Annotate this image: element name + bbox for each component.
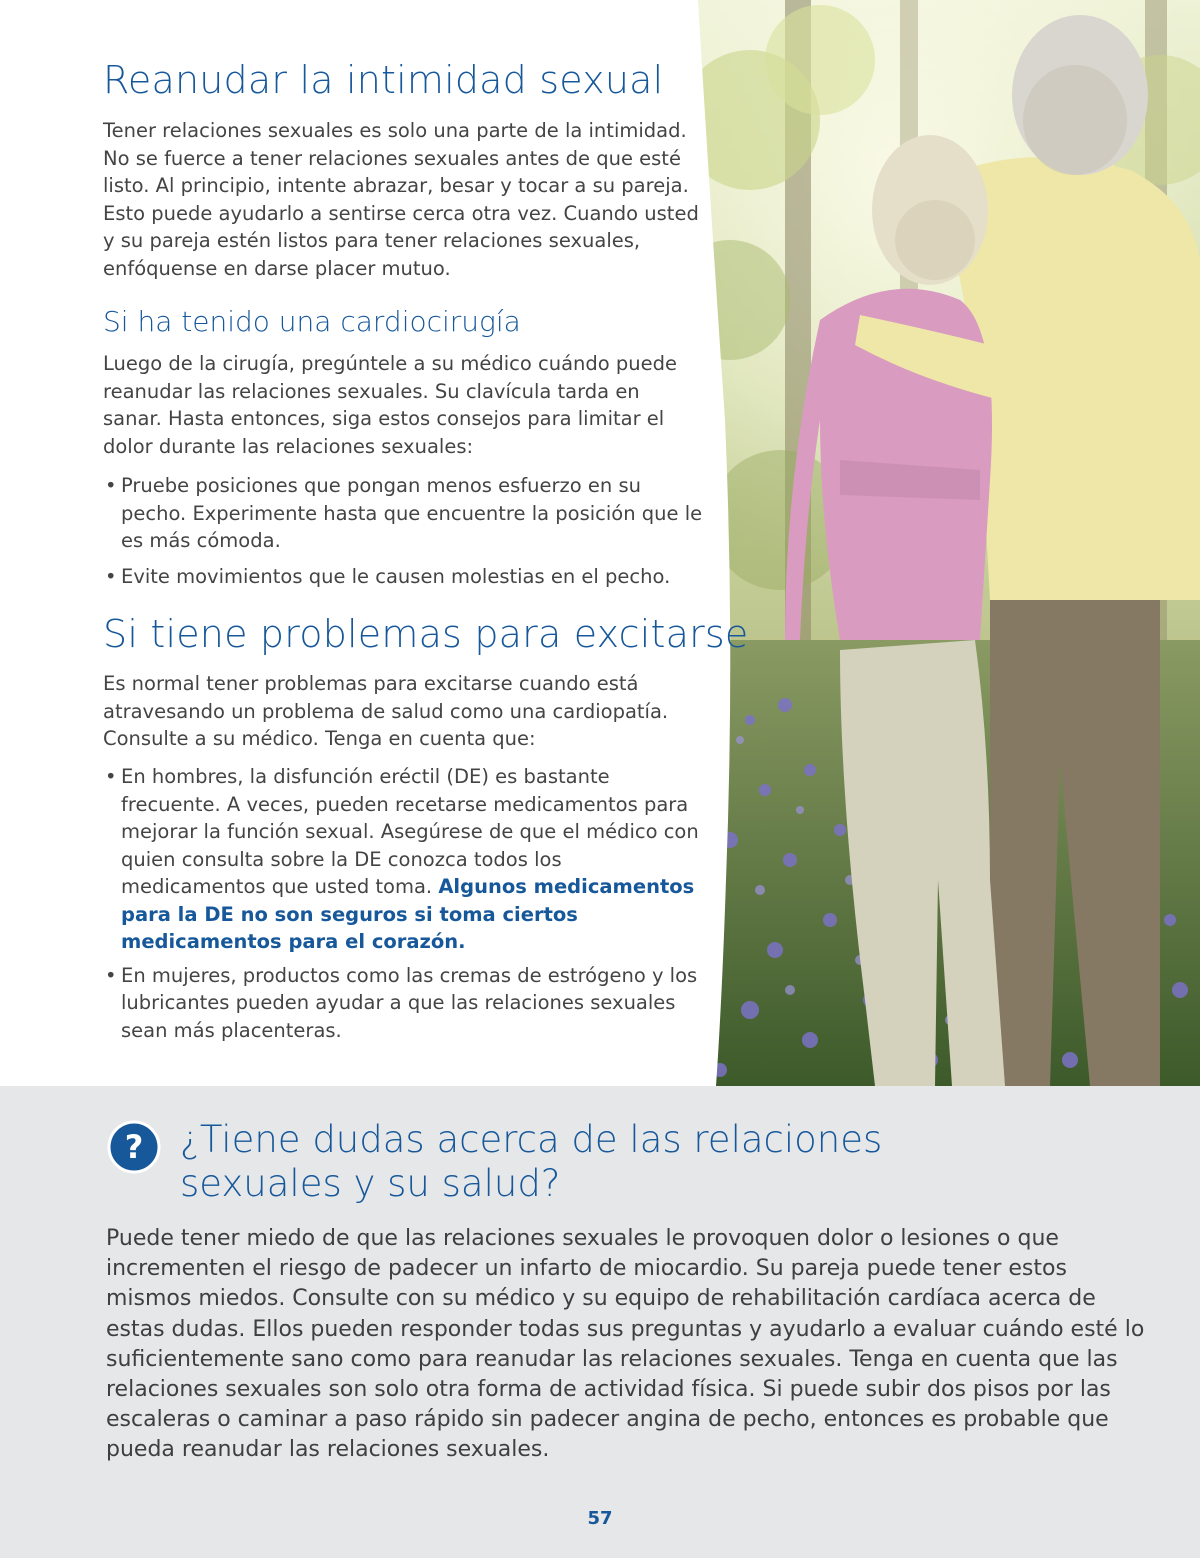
heading-reanudar: Reanudar la intimidad sexual xyxy=(103,58,664,102)
callout-paragraph: Puede tener miedo de que las relaciones sexuales le provoquen dolor o lesiones o que incrementen el riesgo de padecer un infarto de miocardio. Su pareja puede tener estos mismos miedos. Consulte con su médico y su equipo de rehabilitación cardíaca acerca de estas dudas. Ellos pueden responder todas sus preguntas y ayudarlo a evaluar cuándo esté lo suficientemente sano como para reanudar las relaciones sexuales. Tenga en cuenta que las relaciones sexuales son solo otra forma de actividad física. Si puede subir dos pisos por las escaleras o caminar a paso rápido sin padecer angina de pecho, entonces es probable que pueda reanudar las relaciones sexuales. xyxy=(106,1226,1145,1463)
list-item-warning: Algunos medicamentos para la DE no son seguros si toma ciertos medicamentos para el corazón. xyxy=(121,875,695,953)
list-excitarse xyxy=(103,763,703,1044)
heading-cardiocirugia: Si ha tenido una cardiocirugía xyxy=(103,305,521,338)
callout-title xyxy=(180,1118,1080,1206)
callout-title-line: sexuales y su salud? xyxy=(180,1162,561,1205)
list-item-text: En hombres, la disfunción eréctil (DE) es bastante frecuente. A veces, pueden recetarse medicamentos para mejorar la función sexual. Asegúrese de que el médico con quien consulta sobre la DE conozca todos los medicamentos que usted toma. xyxy=(121,765,699,898)
callout-title-line: ¿Tiene dudas acerca de las relaciones xyxy=(180,1118,883,1161)
paragraph-reanudar: Tener relaciones sexuales es solo una parte de la intimidad. No se fuerce a tener relaciones sexuales antes de que esté listo. Al principio, intente abrazar, besar y tocar a su pareja. Esto puede ayudarlo a sentirse cerca otra vez. Cuando usted y su pareja estén listos para tener relaciones sexuales, enfóquense en darse placer mutuo. xyxy=(103,119,699,280)
question-icon xyxy=(107,1120,161,1174)
list-item: • Evite movimientos que le causen molestias en el pecho. xyxy=(103,563,703,591)
svg-text:?: ? xyxy=(124,1128,144,1166)
list-item xyxy=(103,763,703,956)
couple-walking-photo xyxy=(690,0,1200,1086)
list-cardiocirugia xyxy=(103,472,703,590)
list-item: • Pruebe posiciones que pongan menos esfuerzo en su pecho. Experimente hasta que encuentre la posición que le es más cómoda. xyxy=(103,472,703,555)
page-number: 57 xyxy=(587,1508,613,1529)
paragraph-cardiocirugia: Luego de la cirugía, pregúntele a su médico cuándo puede reanudar las relaciones sexuales. Su clavícula tarda en sanar. Hasta entonces, siga estos consejos para limitar el dolor durante las relaciones sexuales: xyxy=(103,352,678,458)
paragraph-excitarse: Es normal tener problemas para excitarse cuando está atravesando un problema de salud como una cardiopatía. Consulte a su médico. Tenga en cuenta que: xyxy=(103,672,669,750)
heading-excitarse: Si tiene problemas para excitarse xyxy=(103,612,749,656)
list-item: • En mujeres, productos como las cremas de estrógeno y los lubricantes pueden ayudar a que las relaciones sexuales sean más placenteras. xyxy=(103,962,703,1045)
